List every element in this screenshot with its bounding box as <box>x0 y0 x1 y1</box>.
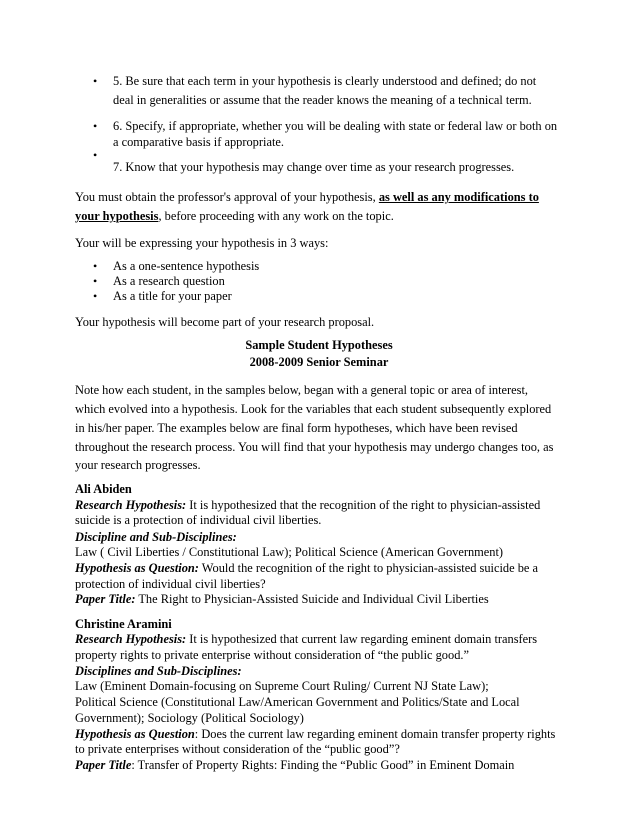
way-item: As a research question <box>113 274 225 288</box>
note-line: in his/her paper. The examples below are final form hypotheses, which have been revised <box>75 421 518 435</box>
bullet-dot: • <box>93 119 98 133</box>
hypothesis-question-cont: to private enterprises without consideration of the “public good”? <box>75 742 400 756</box>
disciplines-label <box>75 530 237 545</box>
field-value: It is hypothesized that the recognition of the right to physician-assisted <box>186 498 541 512</box>
hypothesis-question-cont: protection of individual civil liberties? <box>75 577 266 591</box>
research-hypothesis <box>75 498 540 513</box>
research-hypothesis <box>75 632 537 647</box>
approval-text: , before proceeding with any work on the topic. <box>158 209 394 223</box>
bullet-dot: • <box>93 148 98 162</box>
tip-7-line: 7. Know that your hypothesis may change over time as your research progresses. <box>113 160 515 174</box>
field-value: Would the recognition of the right to physician-assisted suicide be a <box>198 561 539 575</box>
bullet-dot: • <box>93 274 98 288</box>
paper-title <box>75 592 489 607</box>
disciplines-value: Government); Sociology (Political Sociology) <box>75 711 304 725</box>
field-label: Paper Title: <box>75 592 136 606</box>
section-subheading: 2008-2009 Senior Seminar <box>249 355 389 369</box>
note-line: your research progresses. <box>75 458 201 472</box>
note-line: which evolved into a hypothesis. Look for the variables that each student subsequently explored <box>75 402 552 416</box>
paper-title <box>75 758 514 773</box>
approval-emphasis: as well as any modifications to <box>378 190 539 204</box>
field-label: Discipline and Sub-Disciplines <box>75 530 233 544</box>
approval-line-2 <box>75 209 394 224</box>
field-label: Hypothesis as Question: <box>75 561 199 575</box>
field-value: : Does the current law regarding eminent domain transfer property rights <box>194 727 556 741</box>
field-label: Paper Title <box>75 758 132 772</box>
field-label: Research Hypothesis: <box>75 498 187 512</box>
hypothesis-question <box>75 727 555 742</box>
disciplines-value: Law ( Civil Liberties / Constitutional Law); Political Science (American Government) <box>75 545 504 559</box>
approval-emphasis: your hypothesis <box>75 209 159 223</box>
way-item: As a title for your paper <box>113 289 232 303</box>
tip-5-line-2: deal in generalities or assume that the reader knows the meaning of a technical term. <box>113 93 532 107</box>
student-name: Christine Aramini <box>75 617 172 631</box>
note-line: throughout the research process. You will find that your hypothesis may undergo changes too, as <box>75 440 554 454</box>
student-name: Ali Abiden <box>75 482 132 496</box>
disciplines-label <box>75 664 242 679</box>
section-heading: Sample Student Hypotheses <box>245 338 393 352</box>
tip-6-line-2: a comparative basis if appropriate. <box>113 135 284 149</box>
research-hypothesis-cont: suicide is a protection of individual civil liberties. <box>75 513 322 527</box>
field-value: The Right to Physician-Assisted Suicide and Individual Civil Liberties <box>135 592 489 606</box>
disciplines-value: Law (Eminent Domain-focusing on Supreme Court Ruling/ Current NJ State Law); <box>75 679 489 693</box>
note-line: Note how each student, in the samples below, began with a general topic or area of interest, <box>75 383 529 397</box>
tip-5-line-1: 5. Be sure that each term in your hypothesis is clearly understood and defined; do not <box>113 74 537 88</box>
proposal-note: Your hypothesis will become part of your research proposal. <box>75 315 375 329</box>
hypothesis-question <box>75 561 538 576</box>
field-label: Research Hypothesis: <box>75 632 187 646</box>
tip-6-line-1: 6. Specify, if appropriate, whether you will be dealing with state or federal law or both on <box>113 119 558 133</box>
approval-text: You must obtain the professor's approval of your hypothesis, <box>75 190 379 204</box>
bullet-dot: • <box>93 289 98 303</box>
ways-intro: Your will be expressing your hypothesis in 3 ways: <box>75 236 329 250</box>
field-label: Disciplines and Sub-Disciplines: <box>75 664 242 678</box>
field-label: : <box>232 530 237 544</box>
disciplines-value: Political Science (Constitutional Law/American Government and Politics/State and Local <box>75 695 520 709</box>
field-value: : Transfer of Property Rights: Finding the “Public Good” in Eminent Domain <box>131 758 515 772</box>
field-label: Hypothesis as Question <box>75 727 195 741</box>
approval-line-1 <box>75 190 539 205</box>
way-item: As a one-sentence hypothesis <box>113 259 260 273</box>
bullet-dot: • <box>93 259 98 273</box>
research-hypothesis-cont: property rights to private enterprise without consideration of “the public good.” <box>75 648 469 662</box>
field-value: It is hypothesized that current law regarding eminent domain transfers <box>186 632 538 646</box>
bullet-dot: • <box>93 74 98 88</box>
